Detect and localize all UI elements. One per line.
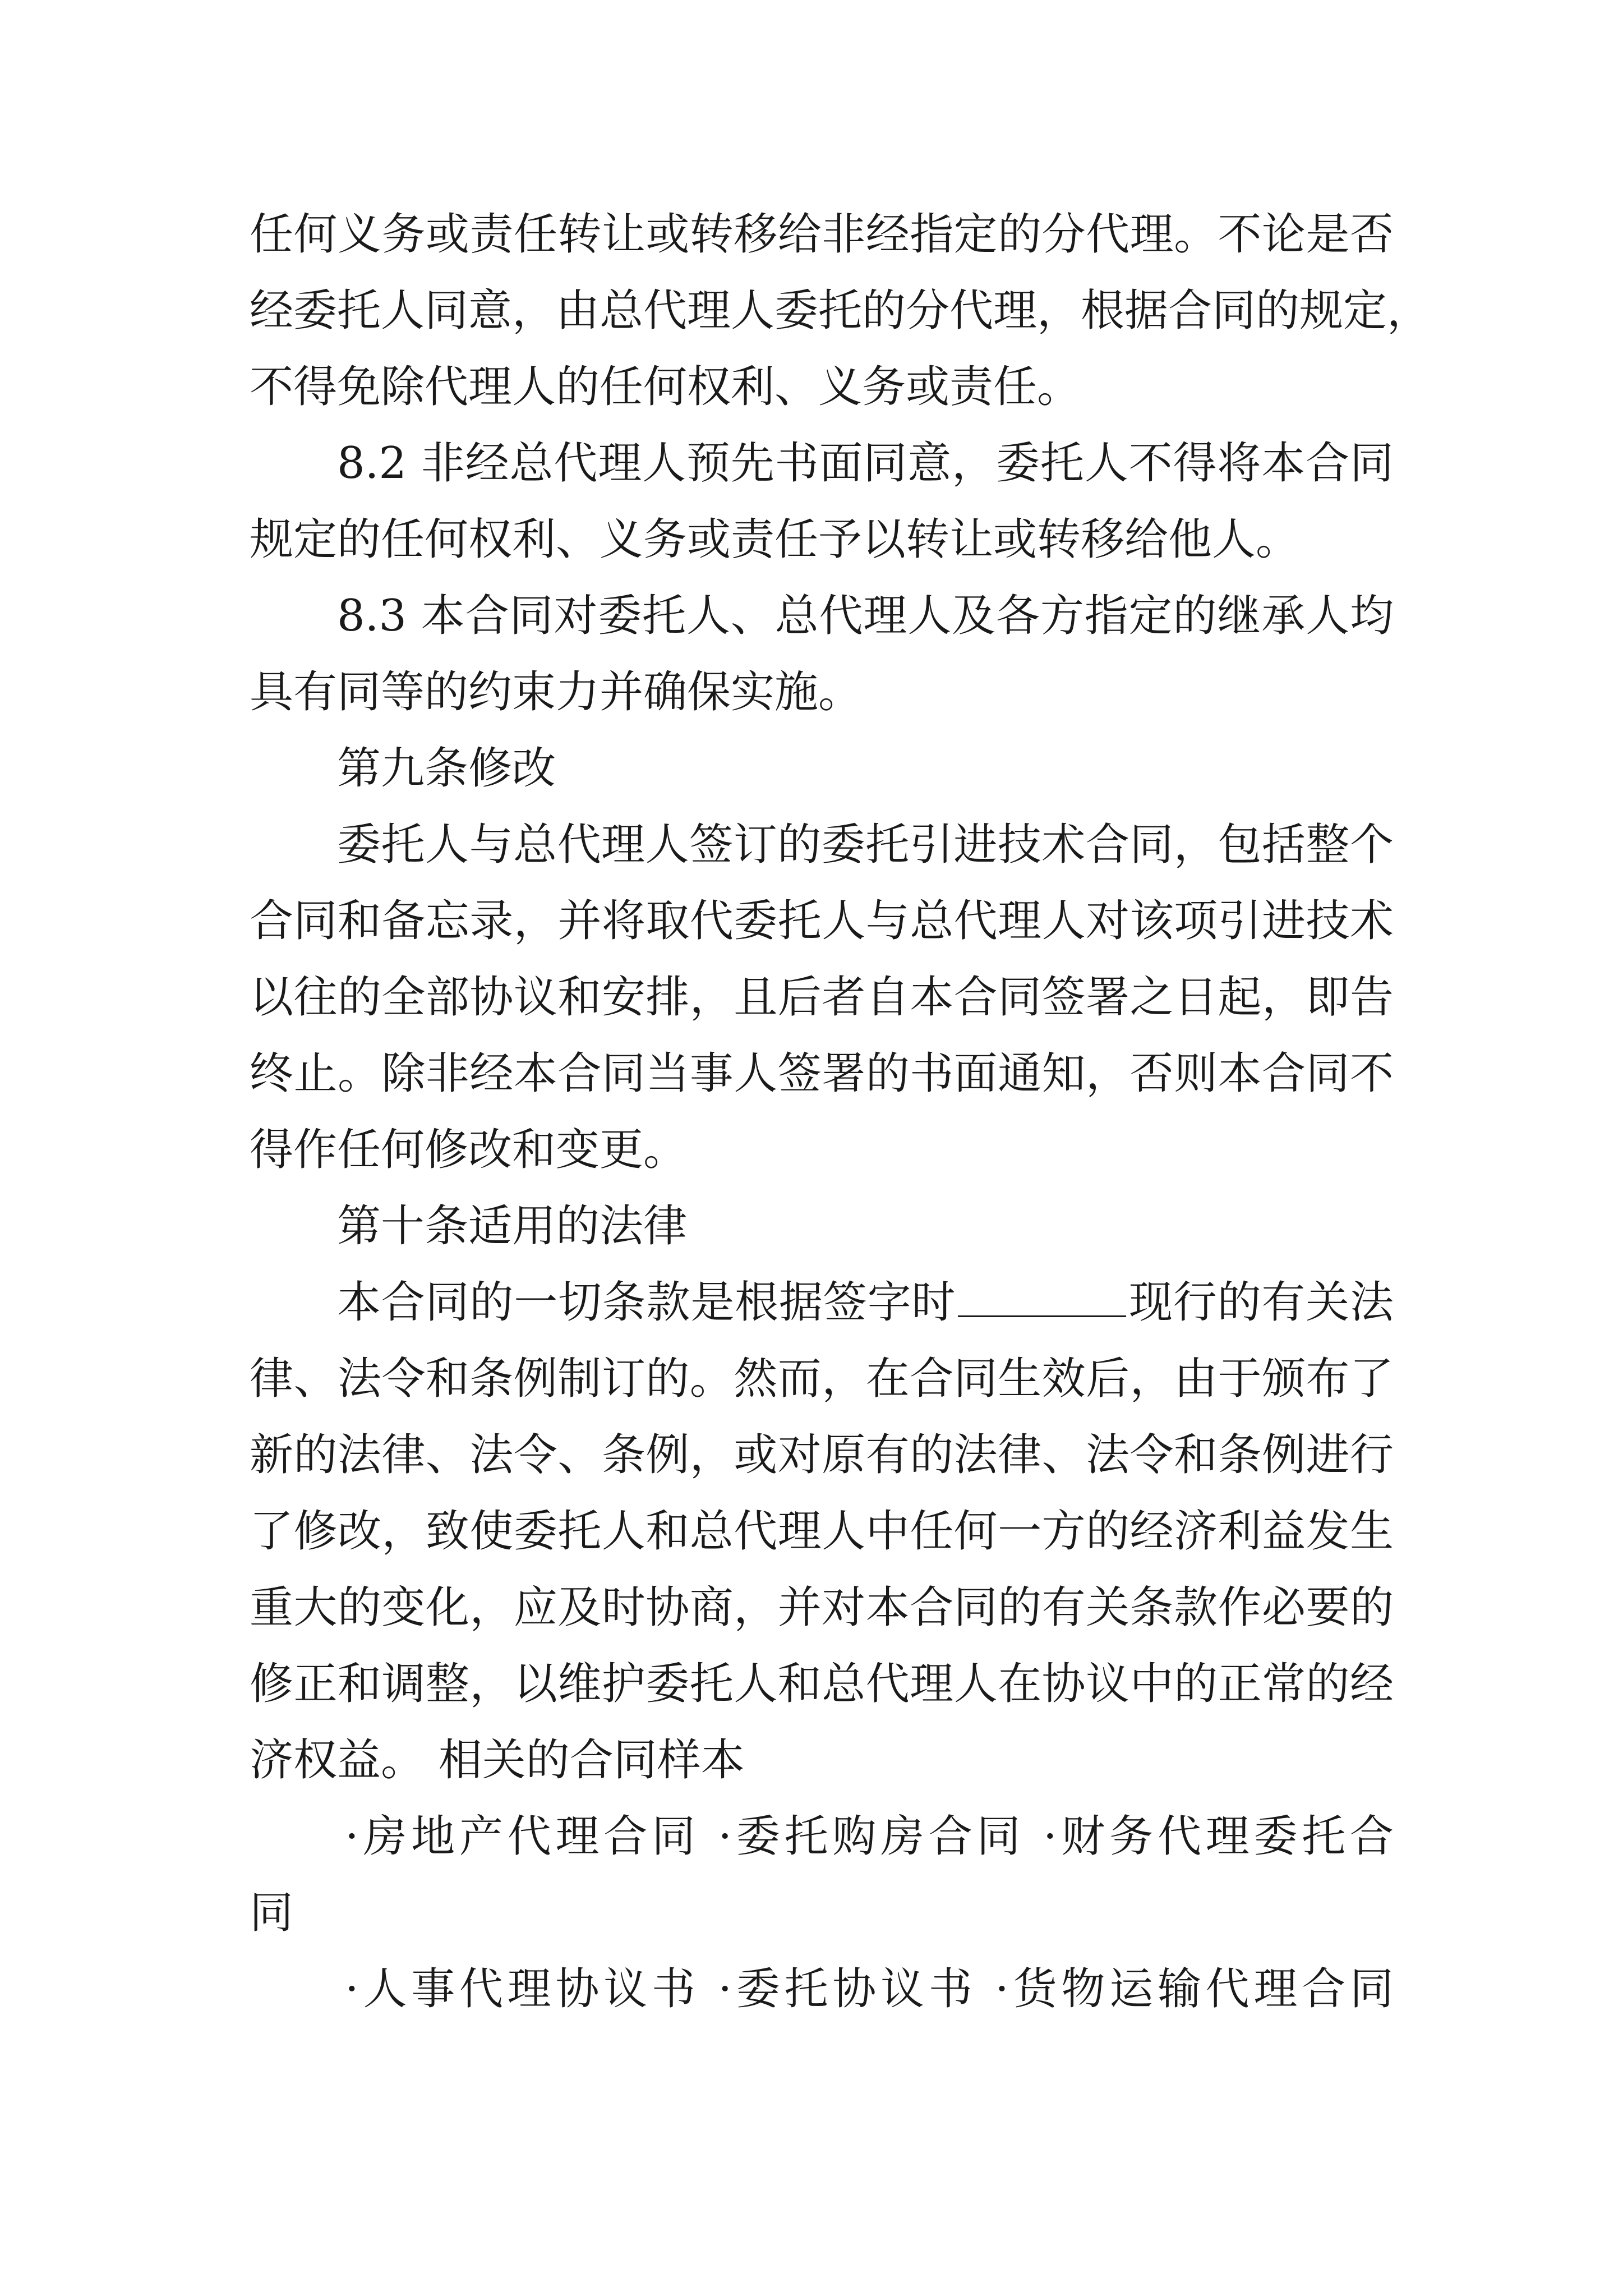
paragraph-8-2 — [250, 425, 1394, 578]
text-line: 任何义务或责任转让或转移给非经指定的分代理。不论是否 — [250, 209, 1394, 260]
text-line: 新的法律、法令、条例，或对原有的法律、法令和条例进行 — [250, 1430, 1394, 1480]
section-title: 第十条适用的法律 — [337, 1201, 688, 1251]
text-line: 8.2 非经总代理人预先书面同意，委托人不得将本合同 — [337, 438, 1394, 489]
text-line-with-blank — [250, 1264, 1394, 1341]
text-line: 以往的全部协议和安排，且后者自本合同签署之日起，即告 — [250, 972, 1394, 1023]
related-contracts-list — [250, 1798, 1394, 2027]
text-line: 重大的变化，应及时协商，并对本合同的有关条款作必要的 — [250, 1582, 1394, 1633]
text-line: 合同和备忘录，并将取代委托人与总代理人对该项引进技术 — [250, 896, 1394, 946]
text-line: 得作任何修改和变更。 — [250, 1125, 688, 1175]
section-heading-9 — [250, 730, 1394, 807]
text-line: 经委托人同意，由总代理人委托的分代理，根据合同的规定， — [250, 286, 1431, 336]
related-contracts-row[interactable]: ·房地产代理合同 ·委托购房合同 ·财务代理委托合 — [345, 1811, 1394, 1862]
text-line: 了修改，致使委托人和总代理人中任何一方的经济利益发生 — [250, 1506, 1394, 1557]
text-line: 委托人与总代理人签订的委托引进技术合同，包括整个 — [337, 820, 1394, 870]
text-line: 终止。除非经本合同当事人签署的书面通知，否则本合同不 — [250, 1048, 1394, 1099]
text-line: 济权益。 相关的合同样本 — [250, 1735, 745, 1786]
related-contracts-row[interactable]: ·人事代理协议书 ·委托协议书 ·货物运输代理合同 — [345, 1964, 1394, 2014]
text-segment: 本合同的一切条款是根据签字时 — [337, 1277, 956, 1328]
related-contracts-row-wrap[interactable]: 同 — [250, 1888, 294, 1938]
text-line: 律、法令和条例制订的。然而，在合同生效后，由于颁布了 — [250, 1354, 1394, 1404]
section-title: 第九条修改 — [337, 743, 556, 794]
text-line: 修正和调整，以维护委托人和总代理人在协议中的正常的经 — [250, 1659, 1394, 1709]
paragraph-continuation — [250, 196, 1431, 425]
text-segment: 现行的有关法 — [1128, 1277, 1394, 1328]
paragraph-9 — [250, 807, 1394, 1188]
section-heading-10 — [250, 1188, 1394, 1264]
text-line: 不得免除代理人的任何权利、义务或责任。 — [250, 362, 1081, 412]
paragraph-10 — [250, 1264, 1394, 1798]
document-page — [250, 196, 1431, 2027]
fill-in-blank — [958, 1282, 1126, 1317]
text-line: 8.3 本合同对委托人、总代理人及各方指定的继承人均 — [337, 591, 1394, 641]
text-line: 规定的任何权利、义务或责任予以转让或转移给他人。 — [250, 514, 1300, 565]
paragraph-8-3 — [250, 578, 1394, 730]
text-line: 具有同等的约束力并确保实施。 — [250, 667, 863, 717]
